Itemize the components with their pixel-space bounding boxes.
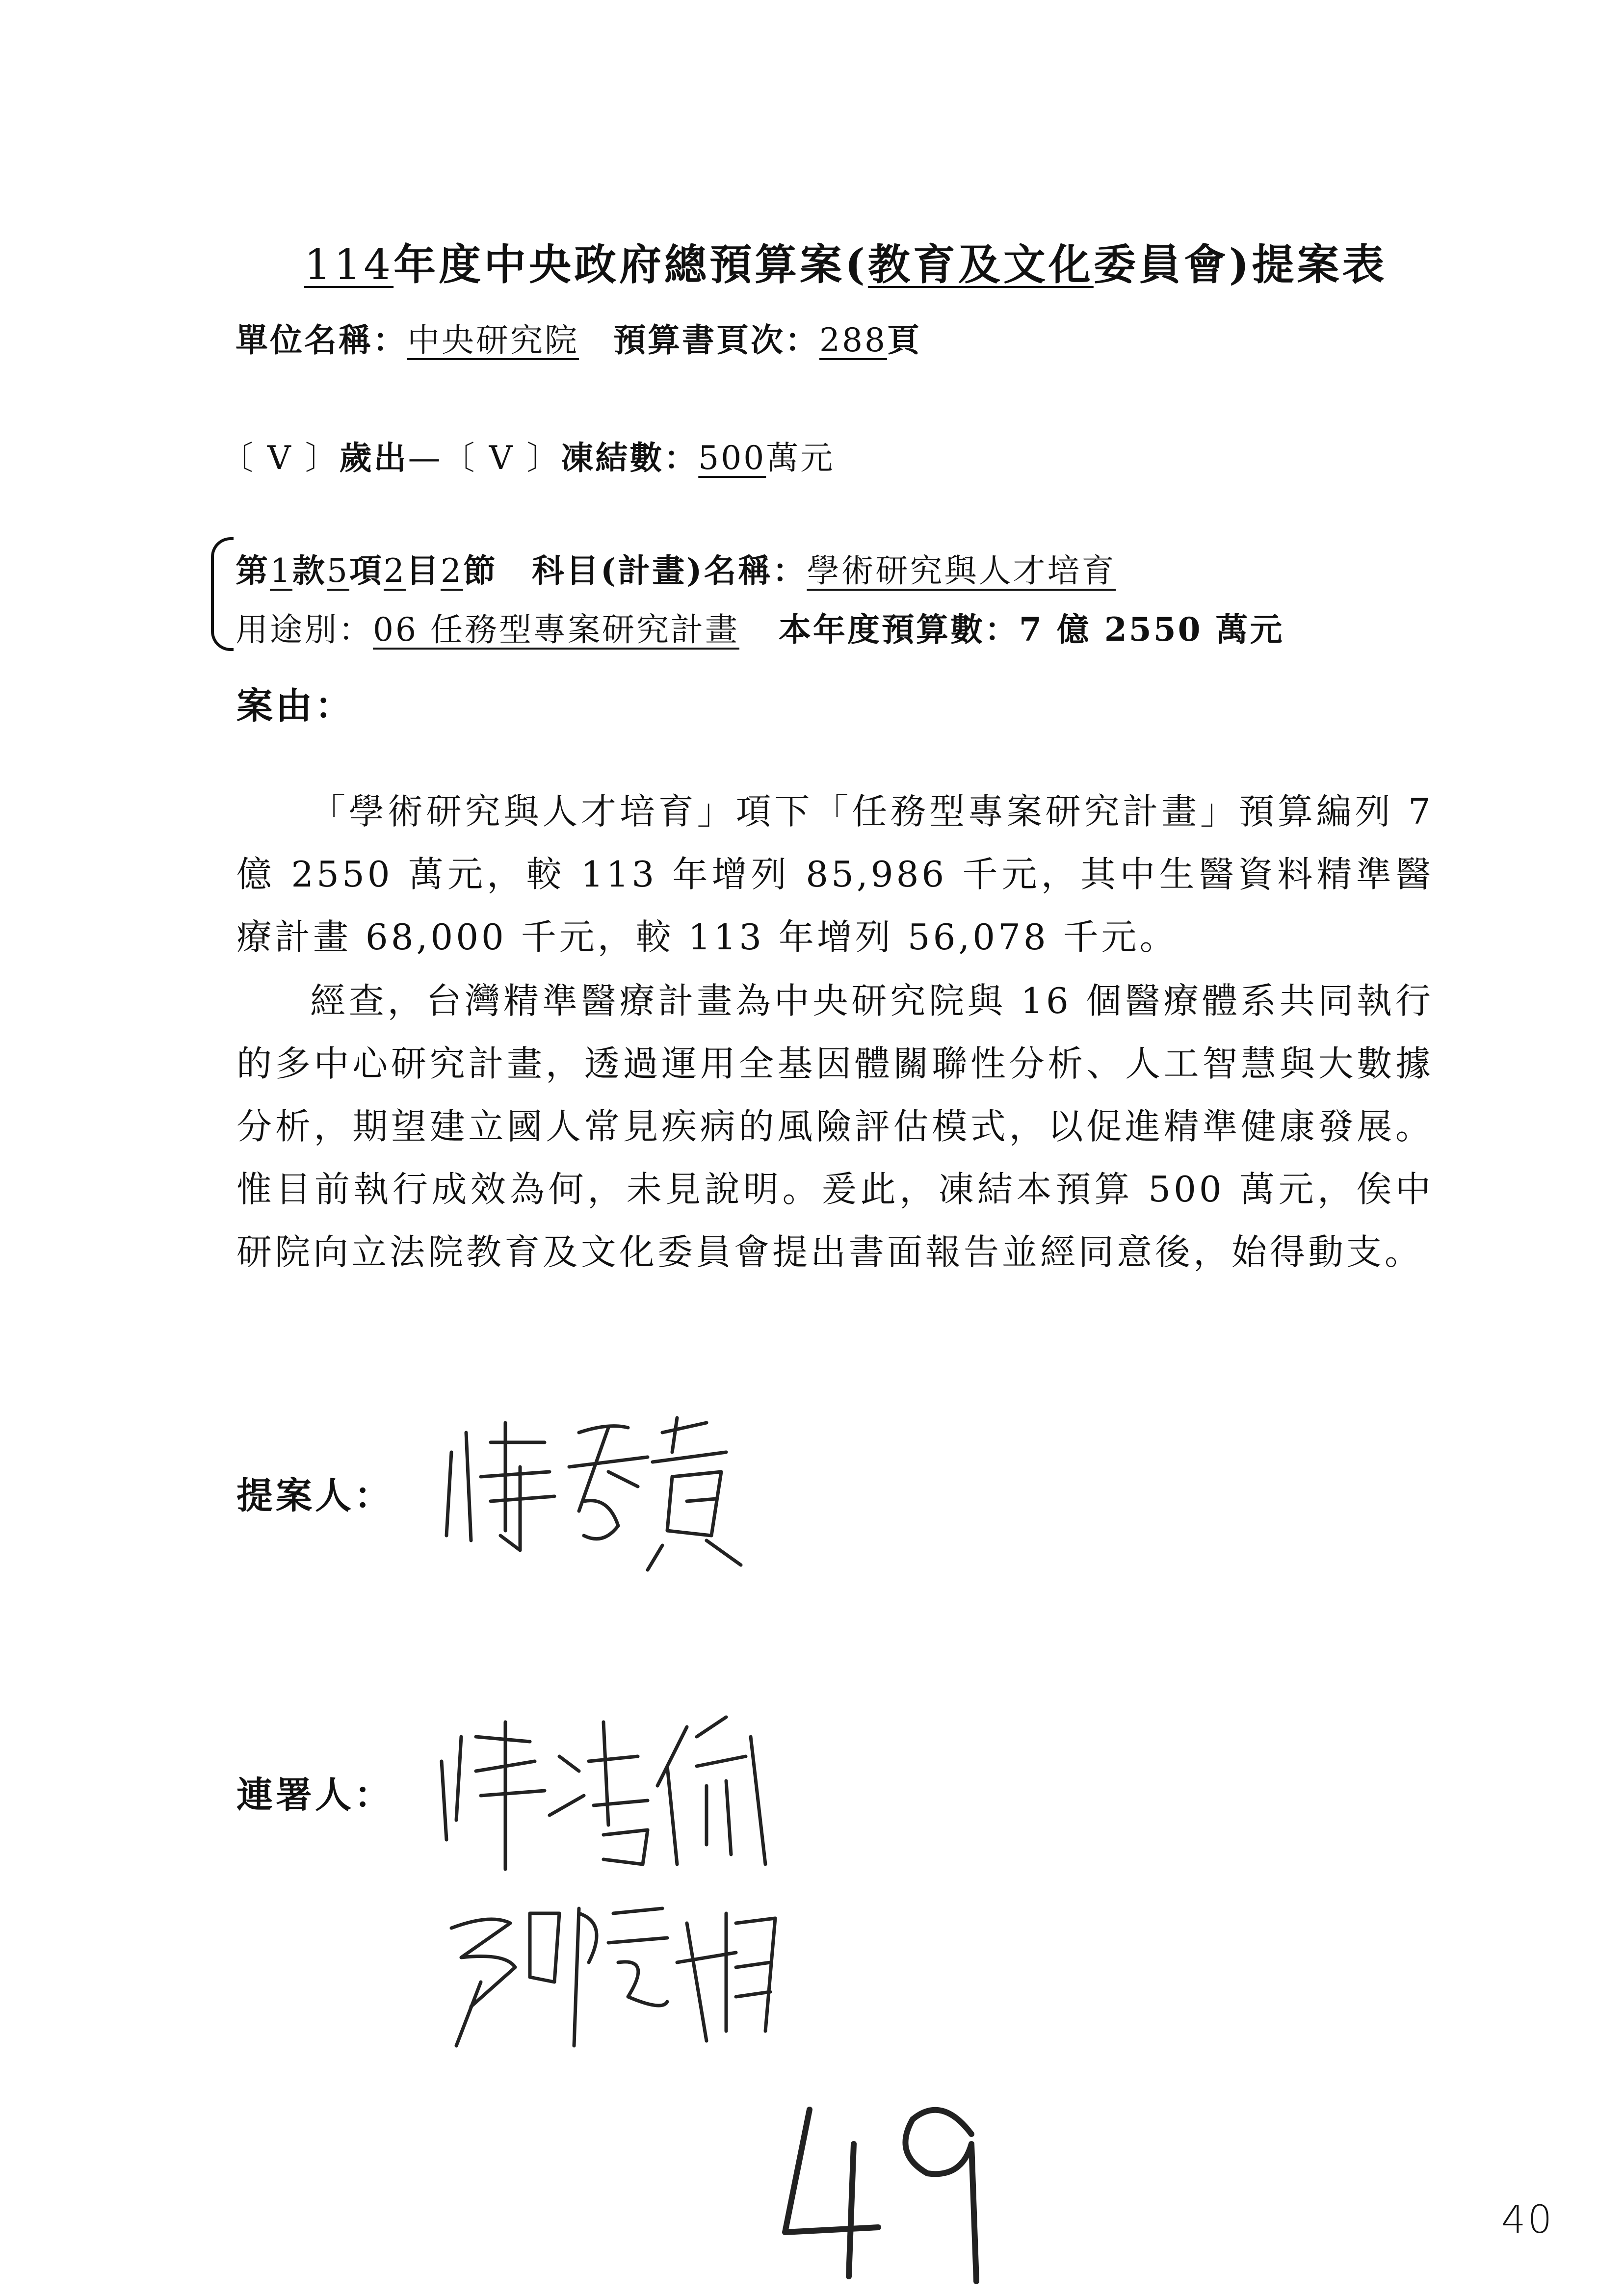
- freeze-dash: —: [408, 439, 443, 477]
- jie-number: 2: [441, 552, 463, 590]
- reason-heading: 案由：: [236, 685, 354, 727]
- purpose-label: 用途別：: [236, 611, 373, 649]
- item-text: 項: [349, 551, 384, 590]
- freeze-row: [221, 432, 835, 478]
- freeze-checkbox: 〔 V 〕: [442, 439, 561, 477]
- item-row: [236, 545, 1116, 591]
- reason-paragraph-1: 「學術研究與人才培育」項下「任務型專案研究計畫」預算編列 7 億 2550 萬元，較 113 年增列 85,986 千元，其中生醫資料精準醫療計畫 68,000 千元，較 113 年增列 56,078 千元。: [236, 791, 1434, 958]
- proposer-signature: [432, 1413, 765, 1575]
- handwritten-number-signature: [765, 2090, 1001, 2286]
- item-text: 目: [406, 551, 441, 590]
- expense-checkbox: 〔 V 〕: [221, 439, 340, 477]
- reason-paragraph-2: 經查，台灣精準醫療計畫為中央研究院與 16 個醫療體系共同執行的多中心研究計畫，透過運用全基因體關聯性分析、人工智慧與大數據分析，期望建立國人常見疾病的風險評估模式，以促進精準健康發展。惟目前執行成效為何，未見說明。爰此，凍結本預算 500 萬元，俟中研院向立法院教育及文化委員會提出書面報告並經同意後，始得動支。: [236, 980, 1434, 1273]
- cosigner-signature-1: [432, 1707, 785, 1874]
- title-part2: 委員會)提案表: [1093, 240, 1388, 289]
- title-part1: 年度中央政府總預算案(: [393, 240, 868, 289]
- budget-value: 7 億 2550 萬元: [1019, 610, 1284, 649]
- freeze-amount: 500: [698, 439, 766, 477]
- title-committee: 教育及文化: [867, 240, 1094, 289]
- item-text: 款: [292, 551, 327, 590]
- page-ref-label: 預算書頁次：: [613, 321, 819, 359]
- purpose-row: [236, 603, 1284, 650]
- subject-label: 科目(計畫)名稱：: [532, 551, 807, 590]
- item-text: 節: [463, 551, 498, 590]
- kuan-number: 1: [270, 552, 292, 590]
- proposer-label: 提案人：: [236, 1475, 393, 1517]
- cosigner-signature-2: [432, 1884, 785, 2061]
- budget-label: 本年度預算數：: [778, 610, 1019, 649]
- unit-value: 中央研究院: [407, 321, 579, 359]
- xiang-number: 5: [327, 552, 349, 590]
- unit-label: 單位名稱：: [236, 321, 407, 359]
- unit-row: [236, 314, 921, 361]
- subject-value: 學術研究與人才培育: [807, 552, 1116, 590]
- title-year: 114: [304, 240, 394, 289]
- page-ref-value: 288: [819, 321, 887, 359]
- cosigner-label: 連署人：: [236, 1774, 393, 1816]
- freeze-unit: 萬元: [766, 439, 835, 477]
- mu-number: 2: [384, 552, 406, 590]
- expense-label: 歲出: [339, 439, 408, 477]
- page-ref-suffix: 頁: [887, 321, 921, 359]
- page-number: 40: [1501, 2198, 1554, 2242]
- page-title: [304, 231, 1388, 291]
- purpose-value: 06 任務型專案研究計畫: [373, 611, 739, 649]
- item-brace: [211, 537, 234, 651]
- freeze-label: 凍結數：: [561, 439, 699, 477]
- item-text: 第: [236, 551, 270, 590]
